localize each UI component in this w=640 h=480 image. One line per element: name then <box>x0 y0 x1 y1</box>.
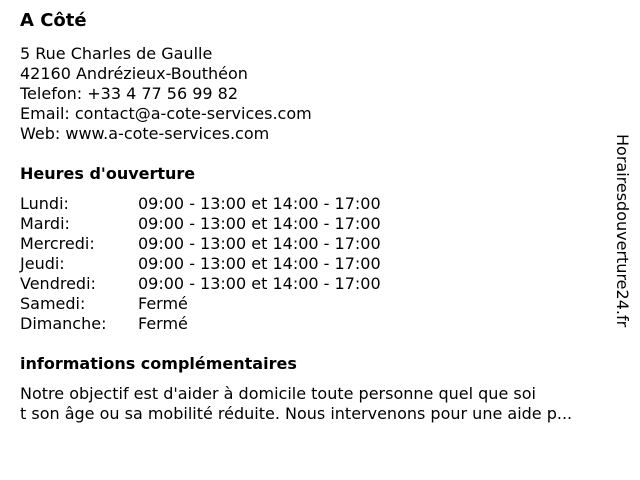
info-text <box>20 384 625 424</box>
business-name: A Côté <box>20 10 87 31</box>
hours-day: Mercredi: <box>20 234 95 253</box>
hours-time: Fermé <box>138 314 188 333</box>
hours-day: Jeudi: <box>20 254 65 273</box>
address-city: 42160 Andrézieux-Bouthéon <box>20 64 248 83</box>
hours-time: 09:00 - 13:00 et 14:00 - 17:00 <box>138 214 381 233</box>
web-line: Web: www.a-cote-services.com <box>20 124 270 143</box>
hours-day: Samedi: <box>20 294 86 313</box>
hours-day: Lundi: <box>20 194 69 213</box>
phone-line: Telefon: +33 4 77 56 99 82 <box>20 84 239 103</box>
info-line-1: Notre objectif est d'aider à domicile toute personne quel que soi <box>20 384 536 403</box>
hours-time: 09:00 - 13:00 et 14:00 - 17:00 <box>138 234 381 253</box>
hours-time: 09:00 - 13:00 et 14:00 - 17:00 <box>138 194 381 213</box>
hours-time: 09:00 - 13:00 et 14:00 - 17:00 <box>138 274 381 293</box>
hours-time: 09:00 - 13:00 et 14:00 - 17:00 <box>138 254 381 273</box>
hours-day: Vendredi: <box>20 274 96 293</box>
email-line: Email: contact@a-cote-services.com <box>20 104 312 123</box>
hours-heading: Heures d'ouverture <box>20 164 196 183</box>
contact-block <box>20 44 312 144</box>
address-street: 5 Rue Charles de Gaulle <box>20 44 213 63</box>
hours-time: Fermé <box>138 294 188 313</box>
hours-day: Dimanche: <box>20 314 107 333</box>
hours-day: Mardi: <box>20 214 70 233</box>
info-heading: informations complémentaires <box>20 354 297 373</box>
watermark-text: Horairesdouverture24.fr <box>613 134 632 328</box>
info-line-2: t son âge ou sa mobilité réduite. Nous intervenons pour une aide p... <box>20 404 573 423</box>
